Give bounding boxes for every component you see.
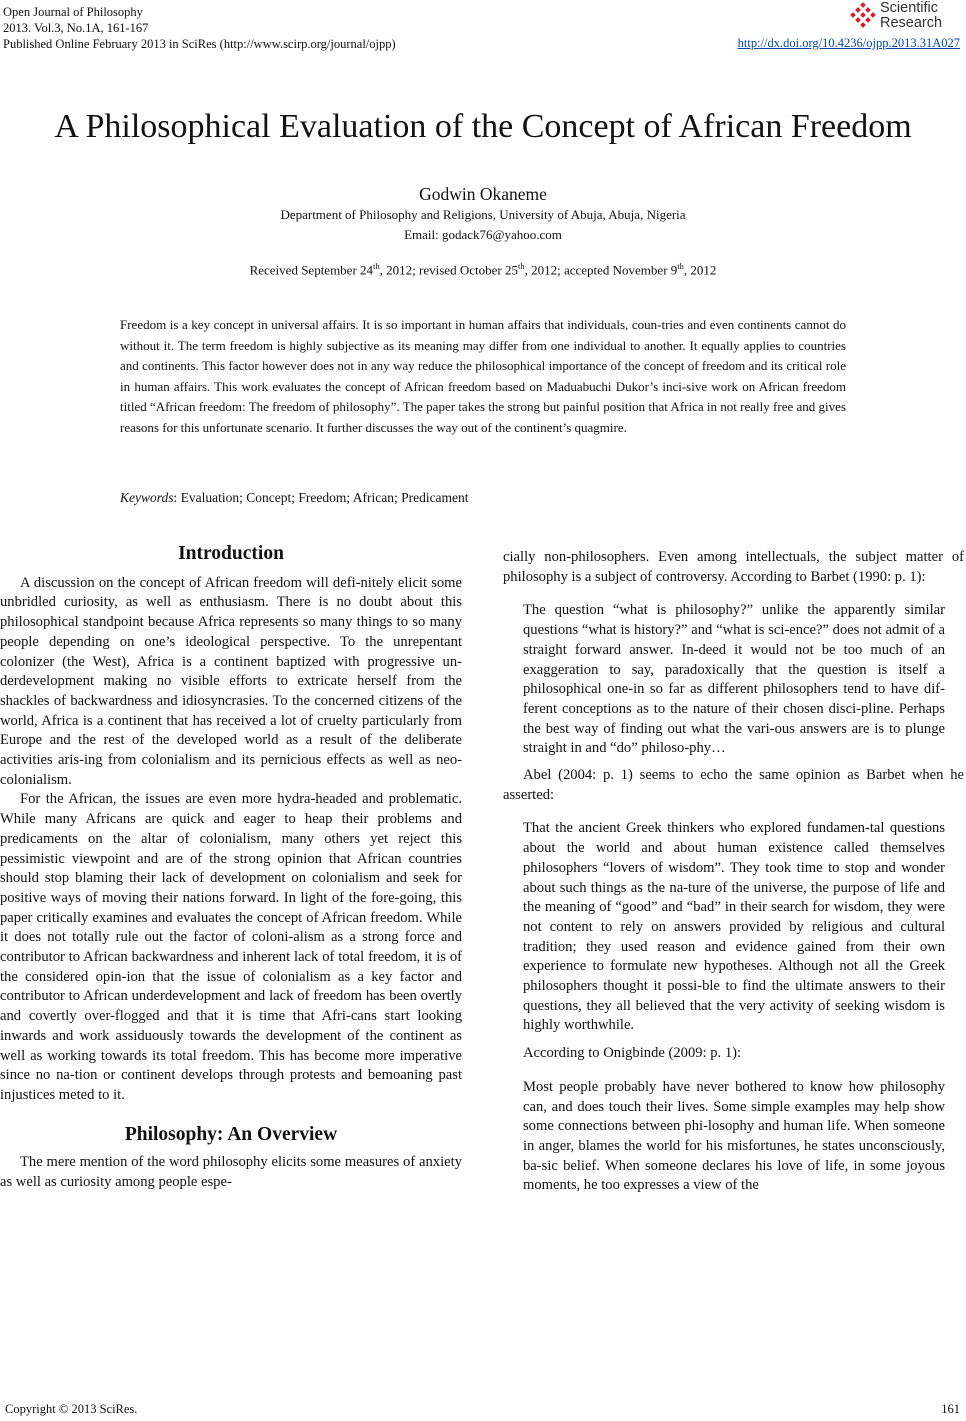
journal-name: Open Journal of Philosophy	[3, 5, 143, 19]
scientific-research-logo	[848, 0, 958, 36]
logo-diamond-icon	[848, 2, 878, 32]
received-dates: Received September 24th, 2012; revised October 25th, 2012; accepted November 9th, 2012	[249, 261, 717, 278]
overview-paragraph-onigbinde: According to Onigbinde (2009: p. 1):	[523, 1045, 742, 1062]
intro-paragraph-2: For the African, the issues are even more hydra-headed and problematic. While many Africans are quick and eager to heap their problems and predicaments on the altar of colonialism, many others yet reject this pessimistic viewpoint and are of the strong opinion that African countries should stop blaming their lack of development on colonialism and seek for positive ways of moving their nations forward. In light of the fore-going, this paper critically examines and evaluates the concept of African freedom. While it does not totally rule out the factor of coloni-alism as a strong force and contributor to African backwardness and inherent lack of total freedom, it is of the considered opin-ion that the issue of colonialism as a key factor and contributor to African underdevelopment and lack of freedom has been overtly and covertly over-flogged and that it is time that Afri-cans start looking inwards and work assiduously towards the development of the continent as well as working towards its total freedom. This has become more imperative since no na-tion or continent develops through protests and bemoaning past injustices meted to it.	[0, 791, 462, 1103]
author-name: Godwin Okaneme	[419, 184, 547, 204]
paper-title: A Philosophical Evaluation of the Concept of African Freedom	[54, 108, 912, 145]
intro-paragraph-1: A discussion on the concept of African freedom will defi-nitely elicit some unbridled curiosity, as well as enthusiasm. There is no doubt about this philosophical standpoint because Africa represents so many things to so many people depending on one’s ideological perspective. To the unrepentant colonizer (the West), Africa is a continent baptized with progressive un-derdevelopment making no visible efforts to extricate herself from the shackles of backwardness and idiosyncrasies. To the concerned citizens of the world, Africa is a continent that has received a lot of cruelty particularly from Europe and the rest of the developed world as a result of the deliberate activities aris-ing from colonialism and its pernicious effects as well as neo-colonialism.	[0, 574, 462, 788]
journal-volume: 2013. Vol.3, No.1A, 161-167	[3, 21, 149, 35]
overview-paragraph-1: The mere mention of the word philosophy elicits some measures of anxiety as well as curiosity among people espe-	[0, 1154, 462, 1191]
doi-link[interactable]: http://dx.doi.org/10.4236/ojpp.2013.31A027	[737, 36, 960, 50]
journal-header	[3, 4, 396, 52]
keywords-label: Keywords	[120, 490, 174, 505]
introduction-heading: Introduction	[178, 543, 284, 564]
author-affiliation: Department of Philosophy and Religions, University of Abuja, Abuja, Nigeria	[280, 207, 686, 222]
footer-copyright: Copyright © 2013 SciRes.	[5, 1402, 138, 1416]
block-quote-barbet: The question “what is philosophy?” unlike the apparently similar questions “what is history?” and “what is sci-ence?” does not admit of a straight forward answer. In-deed it would not be too much of an exaggeration to say, paradoxically that the question is itself a philosophical one-in so far as different philosophers tend to have dif-ferent conceptions as to the nature of their chosen disci-pline. Perhaps the best way of finding out what the vari-ous answers are is to plunge straight in and “do” philoso-phy…	[523, 602, 945, 757]
overview-paragraph-abel: Abel (2004: p. 1) seems to echo the same opinion as Barbet when he asserted:	[503, 767, 964, 803]
keywords-list: : Evaluation; Concept; Freedom; African; Predicament	[173, 490, 469, 505]
page-number: 161	[941, 1402, 960, 1416]
author-email: Email: godack76@yahoo.com	[404, 227, 562, 242]
overview-heading: Philosophy: An Overview	[124, 1123, 338, 1145]
journal-published: Published Online February 2013 in SciRes (http://www.scirp.org/journal/ojpp)	[3, 37, 396, 51]
left-column	[0, 544, 462, 1193]
block-quote-abel: That the ancient Greek thinkers who explored fundamen-tal questions about the world and about human existence called themselves philosophers “lovers of wisdom”. They took time to stop and wonder about such things as the na-ture of the universe, the purpose of life and the meaning of “good” and “bad” in their search for wisdom, they were not content to rely on answers provided by religious and cultural tradition; they used reason and evidence gained from their own experience to formulate new hypotheses. Although not all the Greek philosophers thought it possi-ble to find the ultimate answers to their questions, they all believed that the very activity of seeking wisdom is highly worthwhile.	[523, 820, 945, 1034]
logo-text-line2: Research	[880, 15, 943, 31]
right-column	[503, 548, 964, 1196]
abstract: Freedom is a key concept in universal affairs. It is so important in human affairs that individuals, coun-tries and even continents cannot do without it. The term freedom is highly subjective as its meaning may differ from one individual to another. It equally applies to countries and continents. This factor however does not in any way reduce the philosophical importance of the concept of freedom and its critical role in human affairs. This work evaluates the concept of African freedom based on Maduabuchi Dukor’s inci-sive work on African freedom titled “African freedom: The freedom of philosophy”. The paper takes the strong but painful position that Africa in not really free and gives reasons for this unfortunate scenario. It further discusses the way out of the continent’s quagmire.	[120, 317, 846, 435]
block-quote-onigbinde: Most people probably have never bothered to know how philosophy can, and does touch their lives. Some simple examples may help show some connections between phi-losophy and human life. When someone in anger, blames the world for his misfortunes, he states unconsciously, ba-sic belief. When someone declares his love of life, in some joyous moments, he too expresses a view of the	[523, 1078, 945, 1194]
overview-paragraph-continued: cially non-philosophers. Even among intellectuals, the subject matter of philosophy is a subject of controversy. According to Barbet (1990: p. 1):	[503, 549, 964, 585]
logo-text-line1: Scientific	[880, 0, 939, 16]
keywords	[120, 490, 469, 506]
